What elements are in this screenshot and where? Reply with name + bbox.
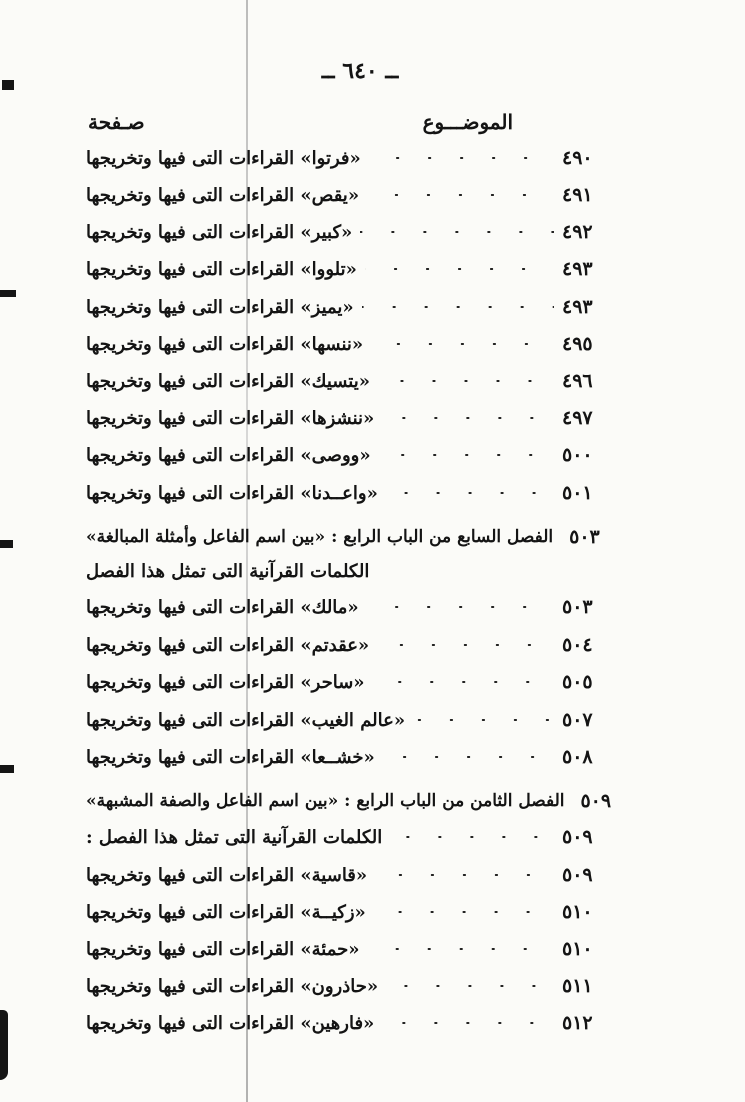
- page-header-number: ــ ٦٤٠ ــ: [321, 58, 399, 84]
- toc-entry-title: «ننشزها» القراءات التى فيها وتخريجها: [86, 407, 375, 429]
- leader-dots: [369, 157, 554, 159]
- scan-artifact-upper: [0, 290, 16, 297]
- toc-row: [86, 630, 610, 660]
- toc-entry-page: ٥٠٧: [562, 709, 593, 731]
- toc-entry-title: «يتسيك» القراءات التى فيها وتخريجها: [86, 370, 371, 392]
- leader-dots: [373, 681, 554, 683]
- toc-entry-page: ٤٩٦: [562, 370, 593, 392]
- leader-dots: [377, 570, 554, 572]
- toc-row: [86, 366, 610, 396]
- scan-artifact-top: [2, 80, 14, 90]
- toc-row: [86, 403, 610, 433]
- leader-dots: [367, 606, 554, 608]
- toc-entry-page: ٤٩٣: [562, 258, 593, 280]
- toc-entry-title: «عالم الغيب» القراءات التى فيها وتخريجها: [86, 709, 406, 731]
- leader-dots: [379, 454, 554, 456]
- leader-dots: [382, 1022, 554, 1024]
- scan-artifact-lower: [0, 765, 14, 773]
- toc-row: [86, 742, 610, 772]
- toc-entry-title: «واعــدنا» القراءات التى فيها وتخريجها: [86, 482, 378, 504]
- leader-dots: [386, 985, 554, 987]
- toc-entry-title: «قاسية» القراءات التى فيها وتخريجها: [86, 864, 368, 886]
- toc-row: [86, 217, 610, 247]
- toc-entry-page: ٥١٢: [562, 1012, 593, 1034]
- toc-entry-title: «خشــعا» القراءات التى فيها وتخريجها: [86, 746, 375, 768]
- leader-dots: [371, 343, 554, 345]
- toc-row: [86, 897, 610, 927]
- toc-entry-page: ٥٠١: [562, 482, 593, 504]
- leader-dots: [368, 948, 554, 950]
- leader-dots: [374, 911, 554, 913]
- toc-entry-title: «مالك» القراءات التى فيها وتخريجها: [86, 596, 359, 618]
- toc-entry-page: ٤٩٠: [562, 147, 593, 169]
- toc-entry-title: «يقص» القراءات التى فيها وتخريجها: [86, 184, 360, 206]
- leader-dots: [382, 417, 554, 419]
- toc-entry-title: «يميز» القراءات التى فيها وتخريجها: [86, 296, 354, 318]
- toc-row: [86, 667, 610, 697]
- toc-row: [86, 934, 610, 964]
- toc-entry-title: «عقدتم» القراءات التى فيها وتخريجها: [86, 634, 370, 656]
- toc-entry-page: ٥٠٥: [562, 671, 593, 693]
- toc-row: [86, 143, 610, 173]
- leader-dots: [367, 194, 554, 196]
- section-heading-row: [86, 786, 610, 816]
- toc-entry-page: ٤٩٢: [562, 221, 593, 243]
- leader-dots: [362, 306, 554, 308]
- toc-entry-page: ٤٩١: [562, 184, 593, 206]
- toc-entry-title: «حمئة» القراءات التى فيها وتخريجها: [86, 938, 360, 960]
- toc-entry-page: ٤٩٥: [562, 333, 593, 355]
- toc-row: [86, 556, 610, 586]
- toc-entry-page: ٥٠٤: [562, 634, 593, 656]
- toc-entry-title: «ننسها» القراءات التى فيها وتخريجها: [86, 333, 364, 355]
- toc-entry-page: ٥١٠: [562, 901, 593, 923]
- toc-entry-page: ٥٠٩: [562, 864, 593, 886]
- toc-row: [86, 329, 610, 359]
- section-heading-row: [86, 522, 610, 552]
- toc-entry-title: «زكيــة» القراءات التى فيها وتخريجها: [86, 901, 366, 923]
- toc-entry-title: «فرتوا» القراءات التى فيها وتخريجها: [86, 147, 361, 169]
- toc-entry-title: «ساحر» القراءات التى فيها وتخريجها: [86, 671, 365, 693]
- toc-entry-page: ٥١١: [562, 975, 593, 997]
- toc-row: [86, 822, 610, 852]
- toc-entry-page: ٥٠٠: [562, 444, 593, 466]
- leader-dots: [377, 644, 554, 646]
- toc-row: [86, 971, 610, 1001]
- leader-dots: [365, 268, 554, 270]
- toc-entry-title: «فارهين» القراءات التى فيها وتخريجها: [86, 1012, 375, 1034]
- toc-entry-page: ٥١٠: [562, 938, 593, 960]
- toc-entry-page: ٥٠٩: [580, 790, 612, 812]
- toc-entry-page: ٥٠٩: [562, 826, 593, 848]
- leader-dots: [378, 380, 554, 382]
- leader-dots: [375, 874, 554, 876]
- toc-row: [86, 440, 610, 470]
- toc-entry-page: ٤٩٧: [562, 407, 593, 429]
- leader-dots: [413, 719, 554, 721]
- toc-entry-title: «كبير» القراءات التى فيها وتخريجها: [86, 221, 353, 243]
- toc-row: [86, 1008, 610, 1038]
- toc-entry-page: ٥٠٣: [569, 526, 600, 548]
- toc-entry-title: «ووصى» القراءات التى فيها وتخريجها: [86, 444, 371, 466]
- column-header-page: صـفحة: [88, 110, 145, 134]
- column-header-subject: الموضـــوع: [422, 110, 513, 134]
- toc-row: [86, 254, 610, 284]
- scan-artifact-bottom: [0, 1010, 8, 1080]
- toc-entry-title: «حاذرون» القراءات التى فيها وتخريجها: [86, 975, 379, 997]
- leader-dots: [390, 836, 554, 838]
- scan-artifact-middle: [0, 540, 13, 548]
- toc-row: [86, 860, 610, 890]
- toc-entry-page: ٤٩٣: [562, 296, 593, 318]
- toc-entry-title: الفصل السابع من الباب الرابع : «بين اسم الفاعل وأمثلة المبالغة»: [86, 527, 554, 547]
- toc-row: [86, 592, 610, 622]
- toc-entry-title: الكلمات القرآنية التى تمثل هذا الفصل :: [86, 826, 383, 848]
- leader-dots: [383, 756, 554, 758]
- toc-entry-title: الفصل الثامن من الباب الرابع : «بين اسم الفاعل والصفة المشبهة»: [86, 791, 565, 811]
- toc-entry-page: ٥٠٣: [562, 596, 593, 618]
- leader-dots: [360, 231, 554, 233]
- leader-dots: [386, 492, 554, 494]
- toc-row: [86, 292, 610, 322]
- toc-entry-title: «تلووا» القراءات التى فيها وتخريجها: [86, 258, 357, 280]
- toc-row: [86, 180, 610, 210]
- toc-entry-title: الكلمات القرآنية التى تمثل هذا الفصل: [86, 560, 370, 582]
- toc-row: [86, 478, 610, 508]
- toc-entry-page: ٥٠٨: [562, 746, 593, 768]
- toc-row: [86, 705, 610, 735]
